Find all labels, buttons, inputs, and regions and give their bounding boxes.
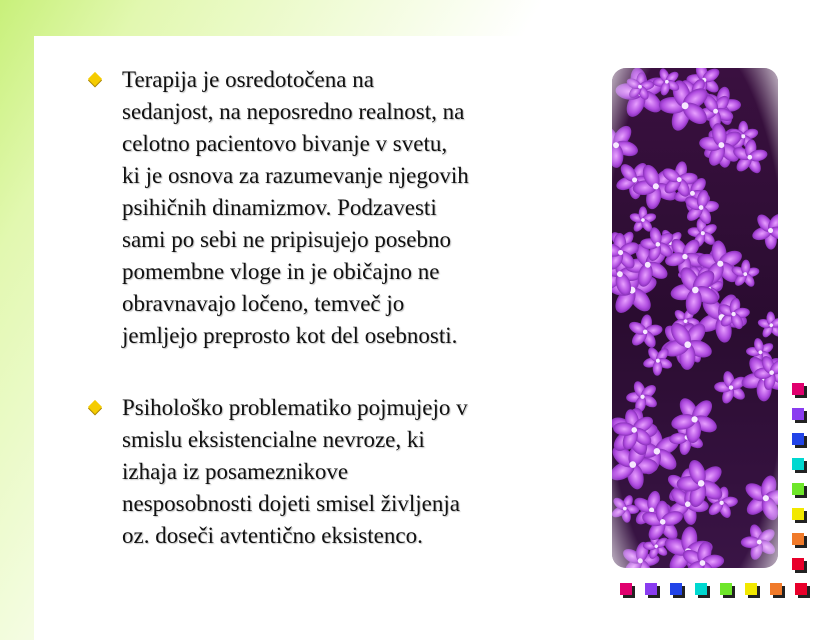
text-line: celotno pacientovo bivanje v svetu, bbox=[122, 131, 448, 156]
text-line: jemljejo preprosto kot del osebnosti. bbox=[122, 323, 458, 348]
text-line: obravnavajo ločeno, temveč jo bbox=[122, 291, 405, 316]
decorative-square bbox=[670, 583, 682, 595]
text-line: Psihološko problematiko pojmujejo v bbox=[122, 395, 468, 420]
text-line: sami po sebi ne pripisujejo posebno bbox=[122, 227, 451, 252]
text-line: psihičnih dinamizmov. Podzavesti bbox=[122, 195, 437, 220]
text-line: Terapija je osredotočena na bbox=[122, 67, 374, 92]
decorative-square bbox=[720, 583, 732, 595]
decorative-square bbox=[792, 533, 804, 545]
bullet-item bbox=[88, 392, 548, 552]
diamond-bullet-icon bbox=[88, 400, 102, 414]
text-line: oz. doseči avtentično eksistenco. bbox=[122, 523, 423, 548]
decorative-square bbox=[695, 583, 707, 595]
text-line: nesposobnosti dojeti smisel življenja bbox=[122, 491, 460, 516]
purple-flowers-photo bbox=[612, 68, 778, 568]
decorative-square bbox=[792, 558, 804, 570]
bullet-item bbox=[88, 64, 548, 352]
decorative-square bbox=[792, 508, 804, 520]
decorative-square bbox=[792, 483, 804, 495]
decorative-square bbox=[792, 458, 804, 470]
text-line: smislu eksistencialne nevroze, ki bbox=[122, 427, 425, 452]
text-line: sedanjost, na neposredno realnost, na bbox=[122, 99, 465, 124]
decorative-square bbox=[792, 433, 804, 445]
text-line: pomembne vloge in je običajno ne bbox=[122, 259, 440, 284]
decorative-square bbox=[745, 583, 757, 595]
decorative-square bbox=[792, 408, 804, 420]
bullet-text bbox=[122, 64, 548, 352]
text-line: izhaja iz posameznikove bbox=[122, 459, 349, 484]
decorative-square bbox=[770, 583, 782, 595]
diamond-bullet-icon bbox=[88, 72, 102, 86]
decorative-square bbox=[795, 583, 807, 595]
text-line: ki je osnova za razumevanje njegovih bbox=[122, 163, 469, 188]
bullet-list bbox=[88, 64, 548, 592]
decorative-square bbox=[645, 583, 657, 595]
bullet-text bbox=[122, 392, 548, 552]
decorative-square bbox=[620, 583, 632, 595]
decorative-square bbox=[792, 383, 804, 395]
